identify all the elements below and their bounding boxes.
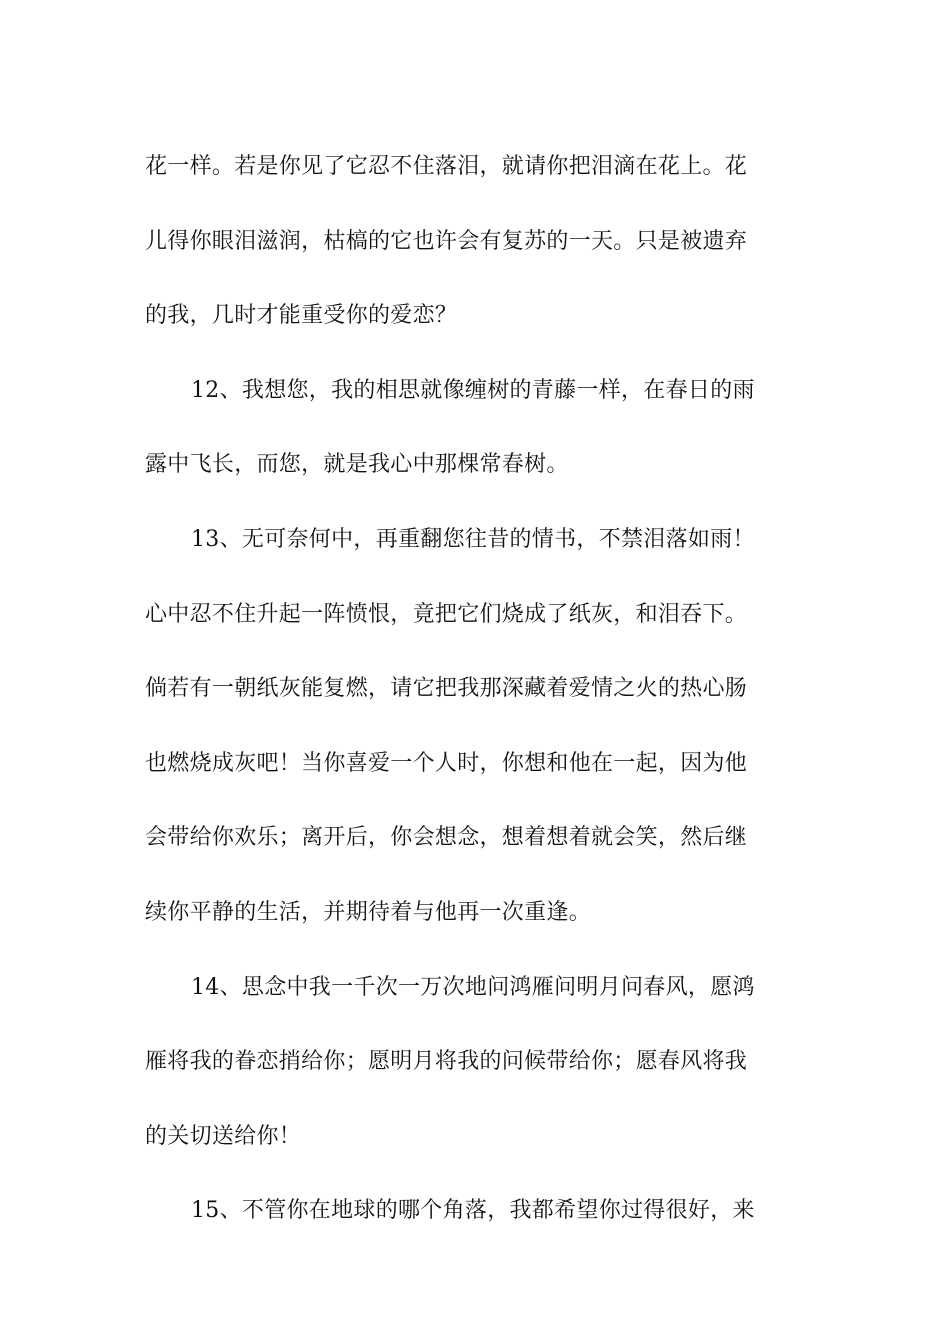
paragraph-13-line-1: 13、无可奈何中，再重翻您往昔的情书，不禁泪落如雨！ (191, 526, 755, 552)
text-line-1: 花一样。若是你见了它忍不住落泪，就请你把泪滴在花上。花 (145, 154, 748, 179)
paragraph-14-line-2: 雁将我的眷恋捎给你；愿明月将我的问候带给你；愿春风将我 (145, 1049, 748, 1075)
paragraph-12-line-2: 露中飞长，而您，就是我心中那棵常春树。 (145, 452, 569, 478)
document-body (145, 130, 807, 1249)
paragraph-13-line-6: 续你平静的生活，并期待着与他再一次重逢。 (145, 899, 592, 925)
text-line-2: 儿得你眼泪滋润，枯槁的它也许会有复苏的一天。只是被遗弃 (145, 228, 748, 254)
paragraph-13-line-4: 也燃烧成灰吧！当你喜爱一个人时，你想和他在一起，因为他 (145, 750, 748, 776)
paragraph-13-line-3: 倘若有一朝纸灰能复燃，请它把我那深藏着爱情之火的热心肠 (145, 676, 748, 702)
paragraph-13-line-2: 心中忍不住升起一阵愤恨，竟把它们烧成了纸灰，和泪吞下。 (145, 601, 748, 627)
paragraph-14-line-3: 的关切送给你！ (145, 1123, 302, 1149)
paragraph-15-line-1: 15、不管你在地球的哪个角落，我都希望你过得很好，来 (191, 1198, 755, 1224)
paragraph-14-line-1: 14、思念中我一千次一万次地问鸿雁问明月问春风，愿鸿 (191, 974, 755, 1000)
paragraph-13-line-5: 会带给你欢乐；离开后，你会想念，想着想着就会笑，然后继 (145, 825, 748, 851)
paragraph-12-line-1: 12、我想您，我的相思就像缠树的青藤一样，在春日的雨 (191, 377, 755, 403)
text-line-3: 的我，几时才能重受你的爱恋？ (145, 303, 458, 329)
